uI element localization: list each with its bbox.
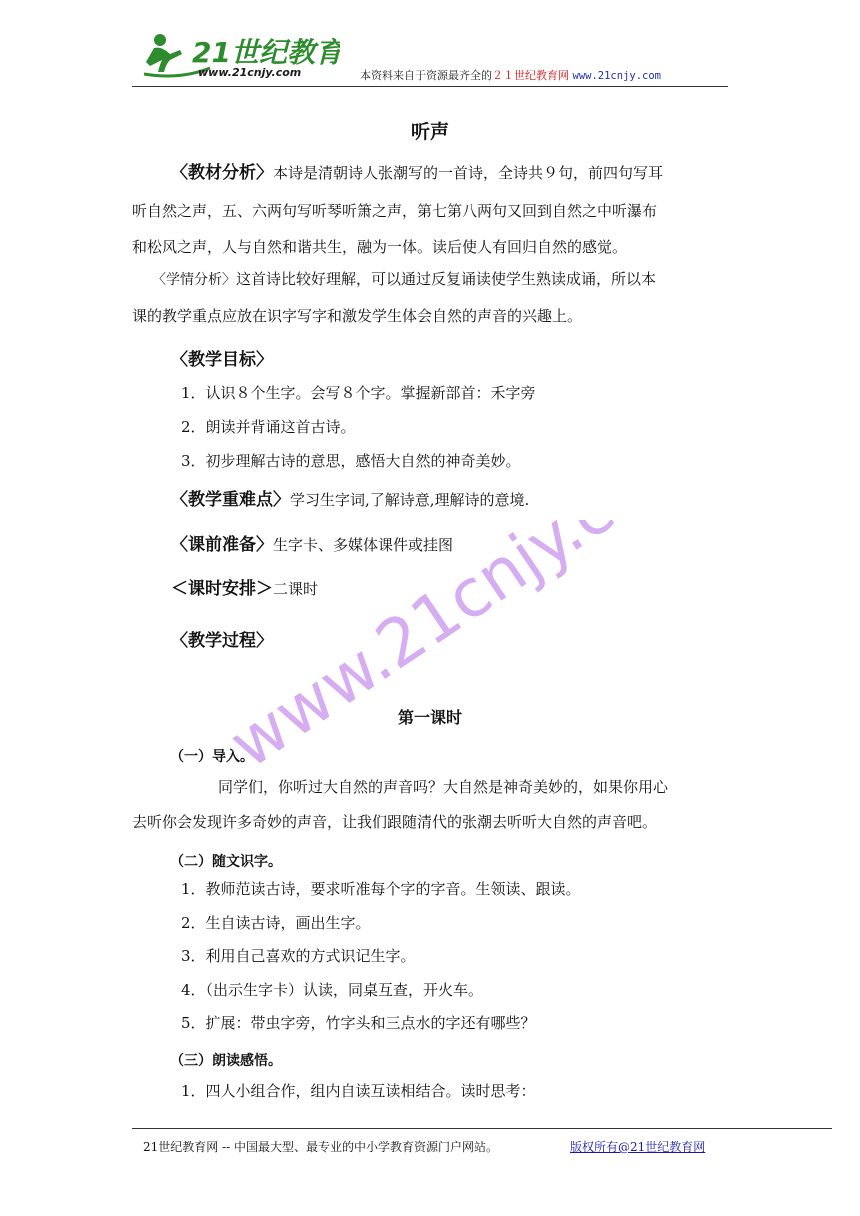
learning-label: 〈学情分析〉 (152, 272, 236, 288)
analysis-line-1 (171, 163, 664, 183)
footer-divider (132, 1128, 832, 1129)
analysis-label: 〈教材分析〉 (171, 163, 273, 183)
watermark-graphic (220, 520, 640, 800)
learning-text-1: 这首诗比较好理解，可以通过反复诵读使学生熟读成诵，所以本 (236, 270, 657, 288)
intro-line-1: 同学们，你听过大自然的声音吗？大自然是神奇美妙的，如果你用心 (218, 778, 669, 796)
goal-item-1: 1．认识８个生字。会写８个字。掌握新部首：禾字旁 (181, 384, 536, 402)
copyright-link[interactable]: 版权所有@21世纪教育网 (570, 1140, 706, 1154)
reading-heading: （三）朗读感悟。 (170, 1053, 282, 1069)
runner-logo-icon (140, 28, 340, 86)
header-note-brand: ２１世纪教育网 (492, 69, 569, 82)
key-points-line (171, 490, 530, 510)
footer-text: 21世纪教育网 -- 中国最大型、最专业的中小学教育资源门户网站。 (143, 1140, 499, 1154)
lesson-one-heading: 第一课时 (397, 708, 462, 727)
preparation-label: 〈课前准备〉 (171, 535, 273, 555)
intro-line-2: 去听你会发现许多奇妙的声音，让我们跟随清代的张潮去听听大自然的声音吧。 (132, 813, 658, 831)
goals-heading: 〈教学目标〉 (171, 350, 273, 370)
literacy-item-4: 4．（出示生字卡）认读，同桌互查，开火车。 (181, 981, 484, 999)
header-note (360, 67, 661, 83)
watermark-text: www.21cnjy.com (220, 520, 640, 784)
intro-heading: （一）导入。 (170, 749, 254, 765)
header-divider (132, 86, 728, 87)
logo-url: www.21cnjy.com (198, 66, 302, 79)
analysis-line-2: 听自然之声，五、六两句写听琴听箫之声，第七第八两句又回到自然之中听瀑布 (132, 202, 658, 220)
header-note-prefix: 本资料来自于资源最齐全的 (360, 69, 492, 82)
reading-item-1: 1．四人小组合作，组内自读互读相结合。读时思考： (181, 1082, 536, 1100)
goal-item-2: 2．朗读并背诵这首古诗。 (181, 418, 356, 436)
logo-text: 21世纪教育 (192, 36, 340, 69)
literacy-item-5: 5．扩展：带虫字旁，竹字头和三点水的字还有哪些？ (181, 1014, 536, 1032)
key-points-text: 学习生字词,了解诗意,理解诗的意境. (290, 491, 530, 509)
key-points-label: 〈教学重难点〉 (171, 490, 290, 510)
schedule-text: 二课时 (273, 580, 319, 598)
watermark (220, 520, 640, 800)
literacy-item-3: 3．利用自己喜欢的方式识记生字。 (181, 947, 416, 965)
literacy-item-2: 2．生自读古诗，画出生字。 (181, 914, 371, 932)
literacy-item-1: 1．教师范读古诗，要求听准每个字的字音。生领读、跟读。 (181, 880, 581, 898)
site-logo (140, 28, 340, 86)
literacy-heading: （二）随文识字。 (170, 854, 282, 870)
preparation-text: 生字卡、多媒体课件或挂图 (273, 536, 454, 554)
page-title: 听声 (410, 121, 449, 143)
analysis-text-1: 本诗是清朝诗人张潮写的一首诗，全诗共９句，前四句写耳 (273, 164, 664, 182)
analysis-line-3: 和松风之声，人与自然和谐共生，融为一体。读后使人有回归自然的感觉。 (132, 238, 628, 256)
goal-item-3: 3．初步理解古诗的意思，感悟大自然的神奇美妙。 (181, 452, 521, 470)
schedule-label: ＜课时安排＞ (171, 579, 273, 599)
process-heading: 〈教学过程〉 (171, 631, 273, 651)
learning-line-1 (152, 272, 656, 288)
header-note-url[interactable]: www.21cnjy.com (572, 70, 662, 82)
learning-line-2: 课的教学重点应放在识字写字和激发学生体会自然的声音的兴趣上。 (132, 307, 583, 325)
